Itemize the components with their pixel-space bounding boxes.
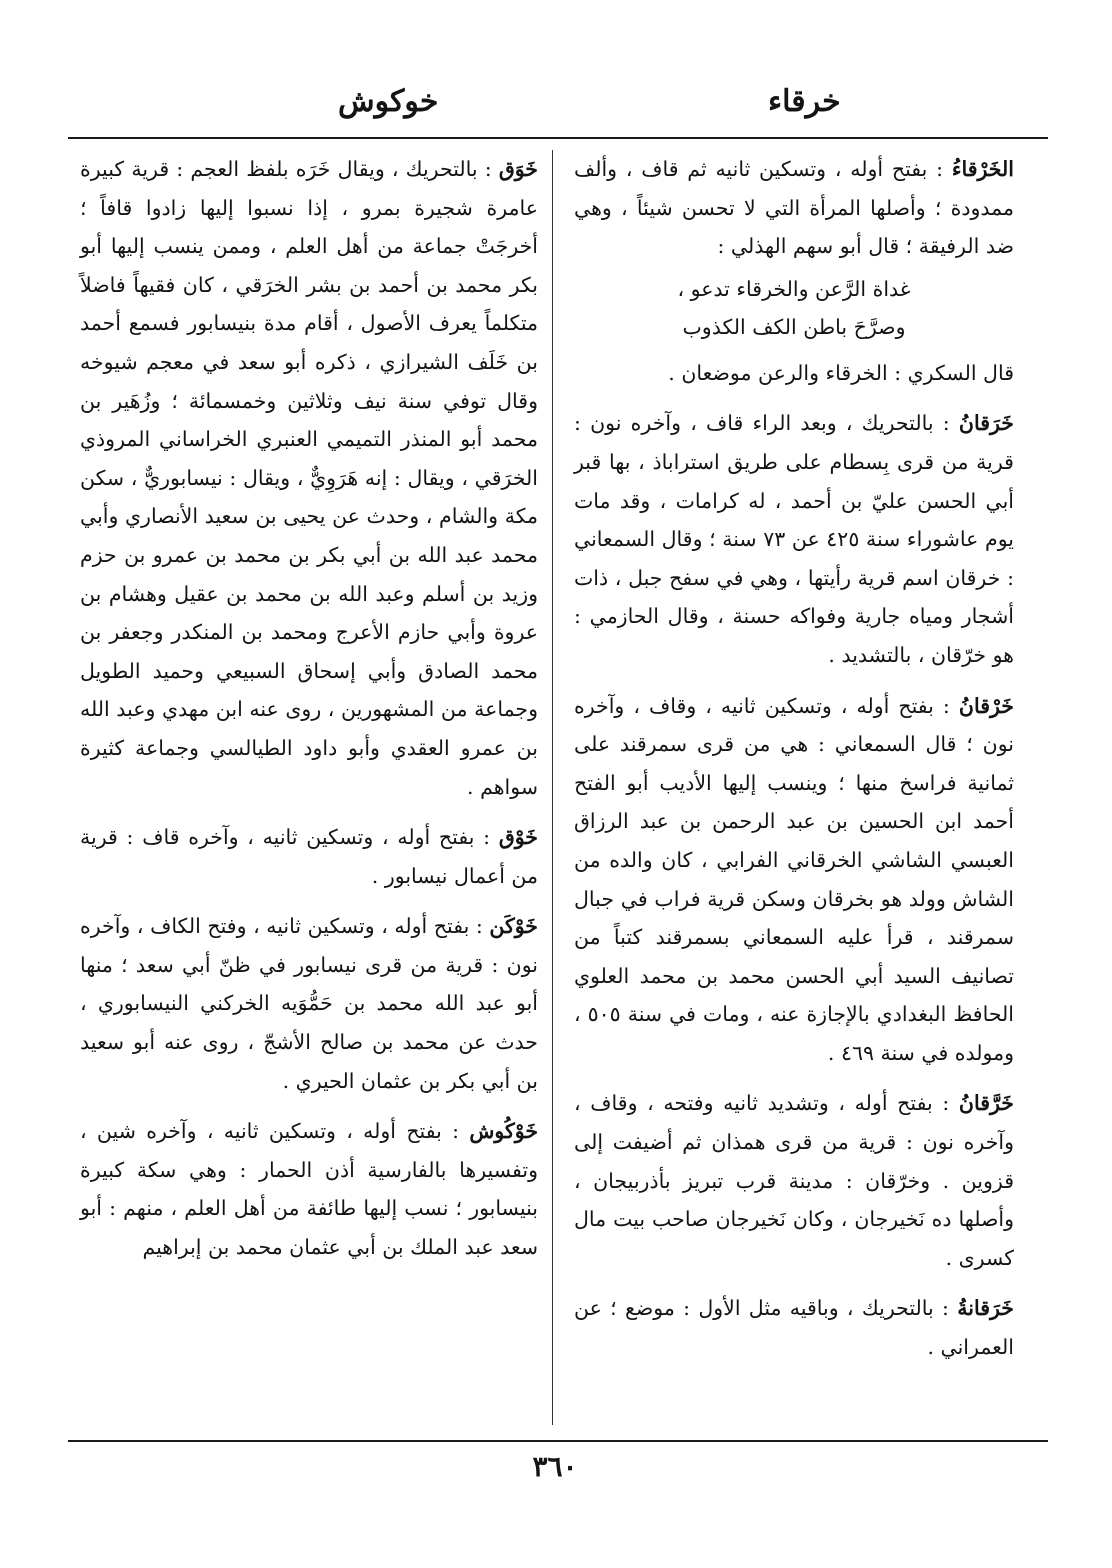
- entry-headword: خَوْكُوش: [469, 1119, 538, 1144]
- entry-kharqan: [574, 687, 1014, 1073]
- entry-khawkush: [80, 1112, 538, 1266]
- entry-kharraqan: [574, 1084, 1014, 1277]
- column-divider: [552, 150, 553, 1425]
- entry-text: : بفتح أوله ، وتسكين ثانيه ، وآخره قاف : قرية من أعمال نيسابور .: [80, 825, 538, 888]
- running-head-right: خرقاء: [768, 84, 841, 119]
- entry-kharaqana: [574, 1289, 1014, 1366]
- left-column: [80, 150, 538, 1279]
- entry-headword: خَرَقانُ: [958, 411, 1014, 436]
- entry-text: : بفتح أوله ، وتشديد ثانيه وفتحه ، وقاف ، وآخره نون : قرية من قرى همذان ثم أضيفت إلى قزوين . وخرّقان : مدينة قرب تبريز بأذربيجان ، وأصلها ده نَخيرجان ، وكان نَخيرجان صاحب بيت مال كسرى .: [574, 1091, 1014, 1270]
- verse-quote: [574, 270, 1014, 346]
- entry-headword: خَرْقانُ: [958, 693, 1014, 718]
- page-number: ٣٦٠: [532, 1450, 578, 1483]
- entry-text: : بالتحريك ، وباقيه مثل الأول : موضع ؛ عن العمراني .: [574, 1296, 1014, 1360]
- entry-text: : بفتح أوله ، وتسكين ثانيه ، وقاف ، وآخره نون ؛ قال السمعاني : هي من قرى سمرقند على ثمانية فراسخ منها ؛ وينسب إليها الأديب أبو الفتح أحمد ابن الحسين بن عبد الرحمن بن عبد الرزاق العبسي الشاشي الخرقاني الفرابي ، كان والده من الشاش وولد هو بخرقان وسكن قرية فراب في جبال سمرقند ، قرأ عليه السمعاني بسمرقند كتباً من تصانيف السيد أبي الحسن محمد بن محمد العلوي الحافظ البغدادي بالإجازة عنه ، ومات في سنة ٥٠٥ ، ومولده في سنة ٤٦٩ .: [574, 693, 1014, 1065]
- entry-khawaq: [80, 150, 538, 806]
- entry-al-kharqa: [574, 150, 1014, 392]
- entry-headword: خَرَّقانُ: [958, 1091, 1014, 1116]
- entry-headword: خَرَقانةُ: [957, 1296, 1014, 1321]
- verse-line: وصرَّحَ باطن الكف الكذوب: [682, 314, 906, 339]
- entry-text: : بالتحريك ، ويقال خَرَه بلفظ العجم : قرية كبيرة عامرة شجيرة بمرو ، إذا نسبوا إليها زادوا قافاً ؛ أخرجَتْ جماعة من أهل العلم ، وممن ينسب إليها أبو بكر محمد بن أحمد بن بشر الخرَقي ، كان فقيهاً فاضلاً متكلماً يعرف الأصول ، أقام مدة بنيسابور فسمع أحمد بن خَلَف الشيرازي ، ذكره أبو سعد في معجم شيوخه وقال توفي سنة نيف وثلاثين وخمسمائة ؛ وزُهَير بن محمد أبو المنذر التميمي العنبري الخراساني المروذي الخرَقي ، ويقال : إنه هَرَوِيٌّ ، ويقال : نيسابوريٌّ ، سكن مكة والشام ، وحدث عن يحيى بن سعيد الأنصاري وأبي محمد عبد الله بن أبي بكر بن محمد بن عمرو بن حزم وزيد بن أسلم وعبد الله بن محمد بن عقيل وهشام بن عروة وأبي حازم الأعرج ومحمد بن المنكدر وجعفر بن محمد الصادق وأبي إسحاق السبيعي وحميد الطويل وجماعة من المشهورين ، روى عنه ابن مهدي وعبد الله بن عمرو العقدي وأبو داود الطيالسي وجماعة كثيرة سواهم .: [80, 157, 538, 799]
- footer-rule: [68, 1440, 1048, 1442]
- entry-headword: خَوْكَن: [489, 914, 538, 939]
- entry-headword: خَوْق: [498, 825, 538, 850]
- entry-text: : بفتح أوله ، وتسكين ثانيه ، وفتح الكاف ، وآخره نون : قرية من قرى نيسابور في ظنّ أبي سعد ؛ منها أبو عبد الله محمد بن حَمُّوَيه الخركني النيسابوري ، حدث عن محمد بن صالح الأشجّ ، روى عنه أبو سعيد بن أبي بكر بن عثمان الحيري .: [80, 914, 538, 1093]
- entry-kharaqan: [574, 404, 1014, 674]
- entry-khawkan: [80, 907, 538, 1100]
- header-rule: [68, 137, 1048, 139]
- running-head-left: خوكوش: [338, 84, 439, 119]
- entry-text: : بفتح أوله ، وتسكين ثانيه ثم قاف ، وألف ممدودة ؛ وأصلها المرأة التي لا تحسن شيئاً ، وهي ضد الرفيقة ؛ قال أبو سهم الهذلي :: [574, 157, 1014, 259]
- entry-khawq: [80, 818, 538, 895]
- right-column: [574, 150, 1014, 1379]
- verse-line: غداة الرَّعن والخرقاء تدعو ،: [677, 276, 911, 301]
- page-header: [68, 70, 1046, 120]
- entry-headword: خَوَق: [498, 157, 538, 181]
- entry-headword: الخَرْقاءُ: [951, 157, 1014, 181]
- entry-text: : بالتحريك ، وبعد الراء قاف ، وآخره نون : قرية من قرى بِسطام على طريق استراباذ ، بها قبر أبي الحسن عليّ بن أحمد ، له كرامات ، وقد مات يوم عاشوراء سنة ٤٢٥ عن ٧٣ سنة ؛ وقال السمعاني : خرقان اسم قرية رأيتها ، وهي في سفح جبل ، ذات أشجار ومياه جارية وفواكه حسنة ، وقال الحازمي : هو خرّقان ، بالتشديد .: [574, 411, 1015, 667]
- entry-text: : بفتح أوله ، وتسكين ثانيه ، وآخره شين ، وتفسيرها بالفارسية أذن الحمار : وهي سكة كبيرة بنيسابور ؛ نسب إليها طائفة من أهل العلم ، منهم : أبو سعد عبد الملك بن أبي عثمان محمد بن إبراهيم: [80, 1119, 538, 1260]
- entry-note: قال السكري : الخرقاء والرعن موضعان .: [668, 360, 1014, 385]
